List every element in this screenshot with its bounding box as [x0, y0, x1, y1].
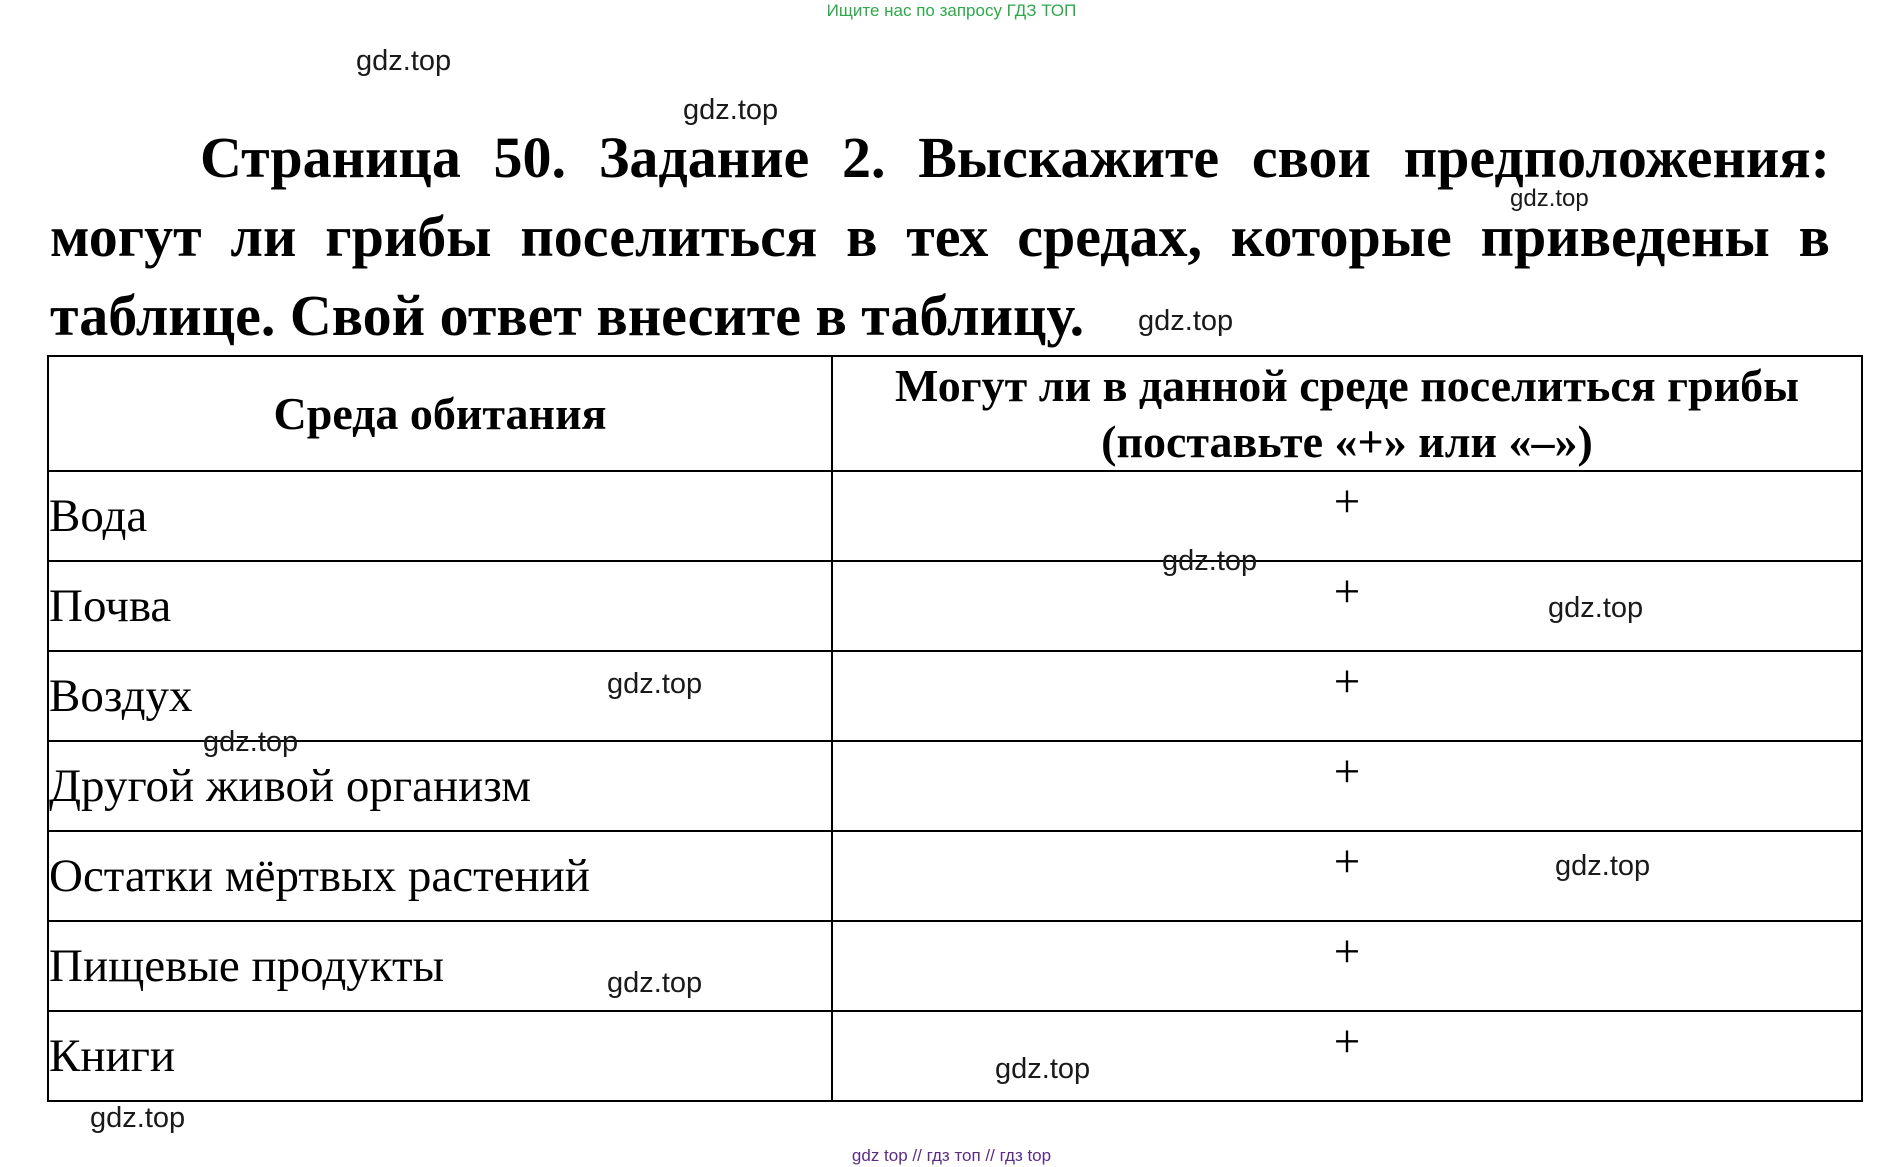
environment-cell: Воздух — [48, 651, 832, 741]
answer-table — [47, 355, 1863, 1102]
answer-cell: + — [832, 831, 1862, 921]
answer-cell: + — [832, 471, 1862, 561]
column-header-environment: Среда обитания — [48, 356, 832, 471]
table-row — [48, 741, 1862, 831]
top-banner-link[interactable]: Ищите нас по запросу ГДЗ ТОП — [826, 1, 1077, 20]
table-row — [48, 471, 1862, 561]
environment-cell: Вода — [48, 471, 832, 561]
watermark: gdz.top — [607, 967, 703, 999]
table-row — [48, 1011, 1862, 1101]
table-row — [48, 921, 1862, 1011]
environment-cell: Пищевые продукты — [48, 921, 832, 1011]
environment-cell: Остатки мёртвых растений — [48, 831, 832, 921]
watermark: gdz.top — [1555, 850, 1651, 882]
answer-cell: + — [832, 561, 1862, 651]
watermark: gdz.top — [1548, 592, 1644, 624]
bottom-links[interactable]: gdz top // гдз топ // гдз top — [851, 1146, 1052, 1165]
environment-cell: Другой живой организм — [48, 741, 832, 831]
answer-cell: + — [832, 651, 1862, 741]
watermark: gdz.top — [1510, 185, 1589, 212]
answer-cell: + — [832, 921, 1862, 1011]
answer-cell: + — [832, 741, 1862, 831]
watermark: gdz.top — [683, 94, 779, 126]
answer-cell: + — [832, 1011, 1862, 1101]
watermark: gdz.top — [995, 1053, 1091, 1085]
table-header-row — [48, 356, 1862, 471]
watermark: gdz.top — [203, 726, 299, 758]
watermark: gdz.top — [1138, 305, 1234, 337]
watermark: gdz.top — [356, 45, 452, 77]
column-header-line: Могут ли в данной среде поселиться грибы — [894, 359, 1800, 411]
environment-cell: Почва — [48, 561, 832, 651]
environment-cell: Книги — [48, 1011, 832, 1101]
column-header-can-fungi-live — [832, 356, 1862, 471]
table-row — [48, 651, 1862, 741]
task-heading: Страница 50. Задание 2. Выскажите свои предположения: могут ли грибы поселиться в тех средах, которые приведены в таблице. Свой ответ внесите в таблицу. — [50, 125, 1830, 348]
column-header-line: (поставьте «+» или «–») — [1101, 415, 1593, 467]
watermark: gdz.top — [607, 668, 703, 700]
watermark: gdz.top — [1162, 545, 1258, 577]
watermark: gdz.top — [90, 1102, 186, 1134]
